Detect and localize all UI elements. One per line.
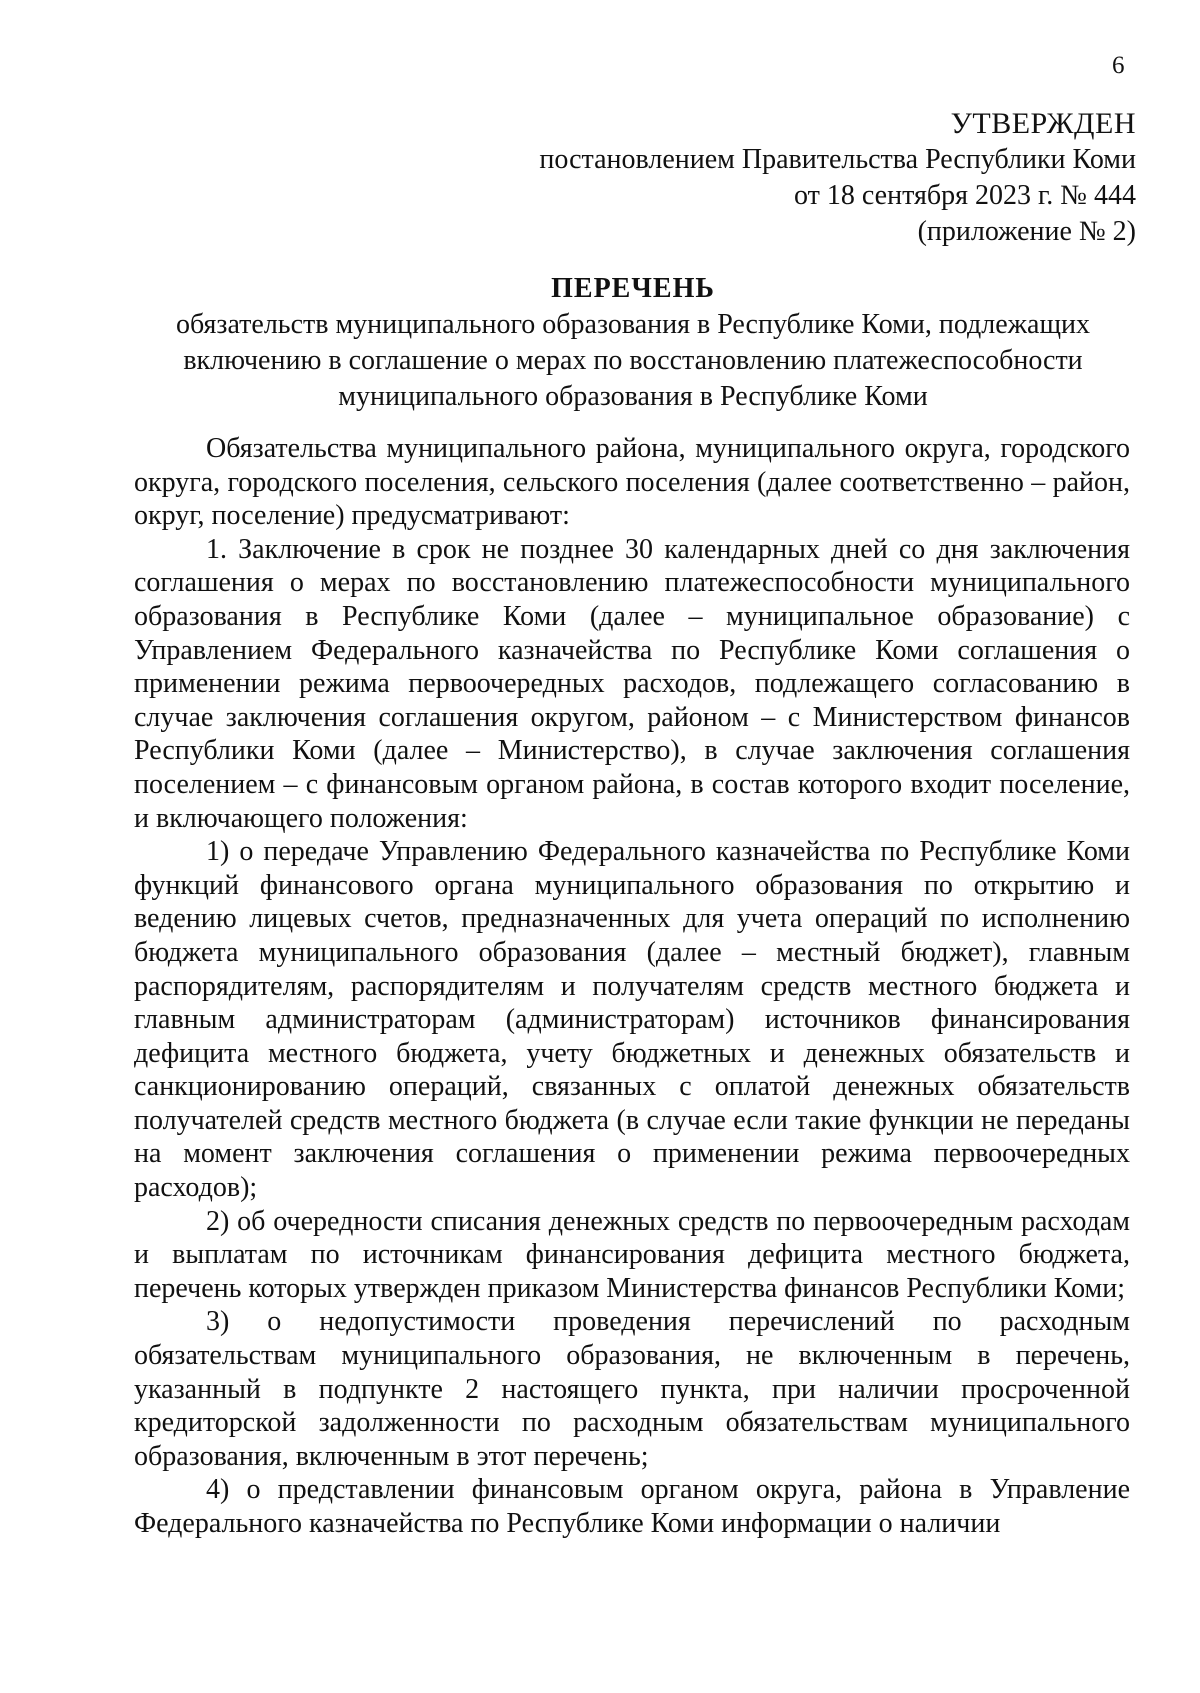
page-number: 6: [1112, 52, 1125, 79]
document-subtitle-line-3: муниципального образования в Республике Коми: [338, 381, 928, 412]
paragraph-subitem-4: 4) о представлении финансовым органом округа, района в Управление Федерального казначейства по Республике Коми информации о наличии: [134, 1474, 1130, 1539]
document-title: ПЕРЕЧЕНЬ: [551, 273, 715, 304]
paragraph-subitem-1: 1) о передаче Управлению Федерального казначейства по Республике Коми функций финансового органа муниципального образования по открытию и ведению лицевых счетов, предназначенных для учета операций по исполнению бюджета муниципального образования (далее – местный бюджет), главным распорядителям, распорядителям и получателям средств местного бюджета и главным администраторам (администраторам) источников финансирования дефицита местного бюджета, учету бюджетных и денежных обязательств и санкционированию операций, связанных с оплатой денежных обязательств получателей средств местного бюджета (в случае если такие функции не переданы на момент заключения соглашения о применении режима первоочередных расходов);: [134, 836, 1130, 1204]
document-body: [134, 432, 1130, 1541]
paragraph-subitem-2: 2) об очередности списания денежных средств по первоочередным расходам и выплатам по источникам финансирования дефицита местного бюджета, перечень которых утвержден приказом Министерства финансов Республики Коми;: [134, 1205, 1130, 1304]
document-subtitle-line-2: включению в соглашение о мерах по восстановлению платежеспособности: [183, 345, 1083, 376]
approval-line-1: постановлением Правительства Республики Коми: [539, 144, 1136, 175]
paragraph-subitem-3: 3) о недопустимости проведения перечислений по расходным обязательствам муниципального образования, не включенным в перечень, указанный в подпункте 2 настоящего пункта, при наличии просроченной кредиторской задолженности по расходным обязательствам муниципального образования, включенным в этот перечень;: [134, 1306, 1130, 1472]
document-subtitle-line-1: обязательств муниципального образования в Республике Коми, подлежащих: [175, 309, 1091, 340]
approval-stamp: [539, 106, 1136, 250]
paragraph-item-1: 1. Заключение в срок не позднее 30 календарных дней со дня заключения соглашения о мерах по восстановлению платежеспособности муниципального образования в Республике Коми (далее – муниципальное образование) с Управлением Федерального казначейства по Республике Коми соглашения о применении режима первоочередных расходов, подлежащего согласованию в случае заключения соглашения округом, районом – с Министерством финансов Республики Коми (далее – Министерство), в случае заключения соглашения поселением – с финансовым органом района, в состав которого входит поселение, и включающего положения:: [134, 533, 1130, 834]
approval-line-3: (приложение № 2): [917, 216, 1136, 247]
approval-line-2: от 18 сентября 2023 г. № 444: [794, 180, 1136, 211]
approval-title: УТВЕРЖДЕН: [950, 107, 1136, 140]
paragraph-intro: Обязательства муниципального района, муниципального округа, городского округа, городского поселения, сельского поселения (далее соответственно – район, округ, поселение) предусматривают:: [134, 433, 1130, 532]
document-title-block: [130, 271, 1136, 415]
